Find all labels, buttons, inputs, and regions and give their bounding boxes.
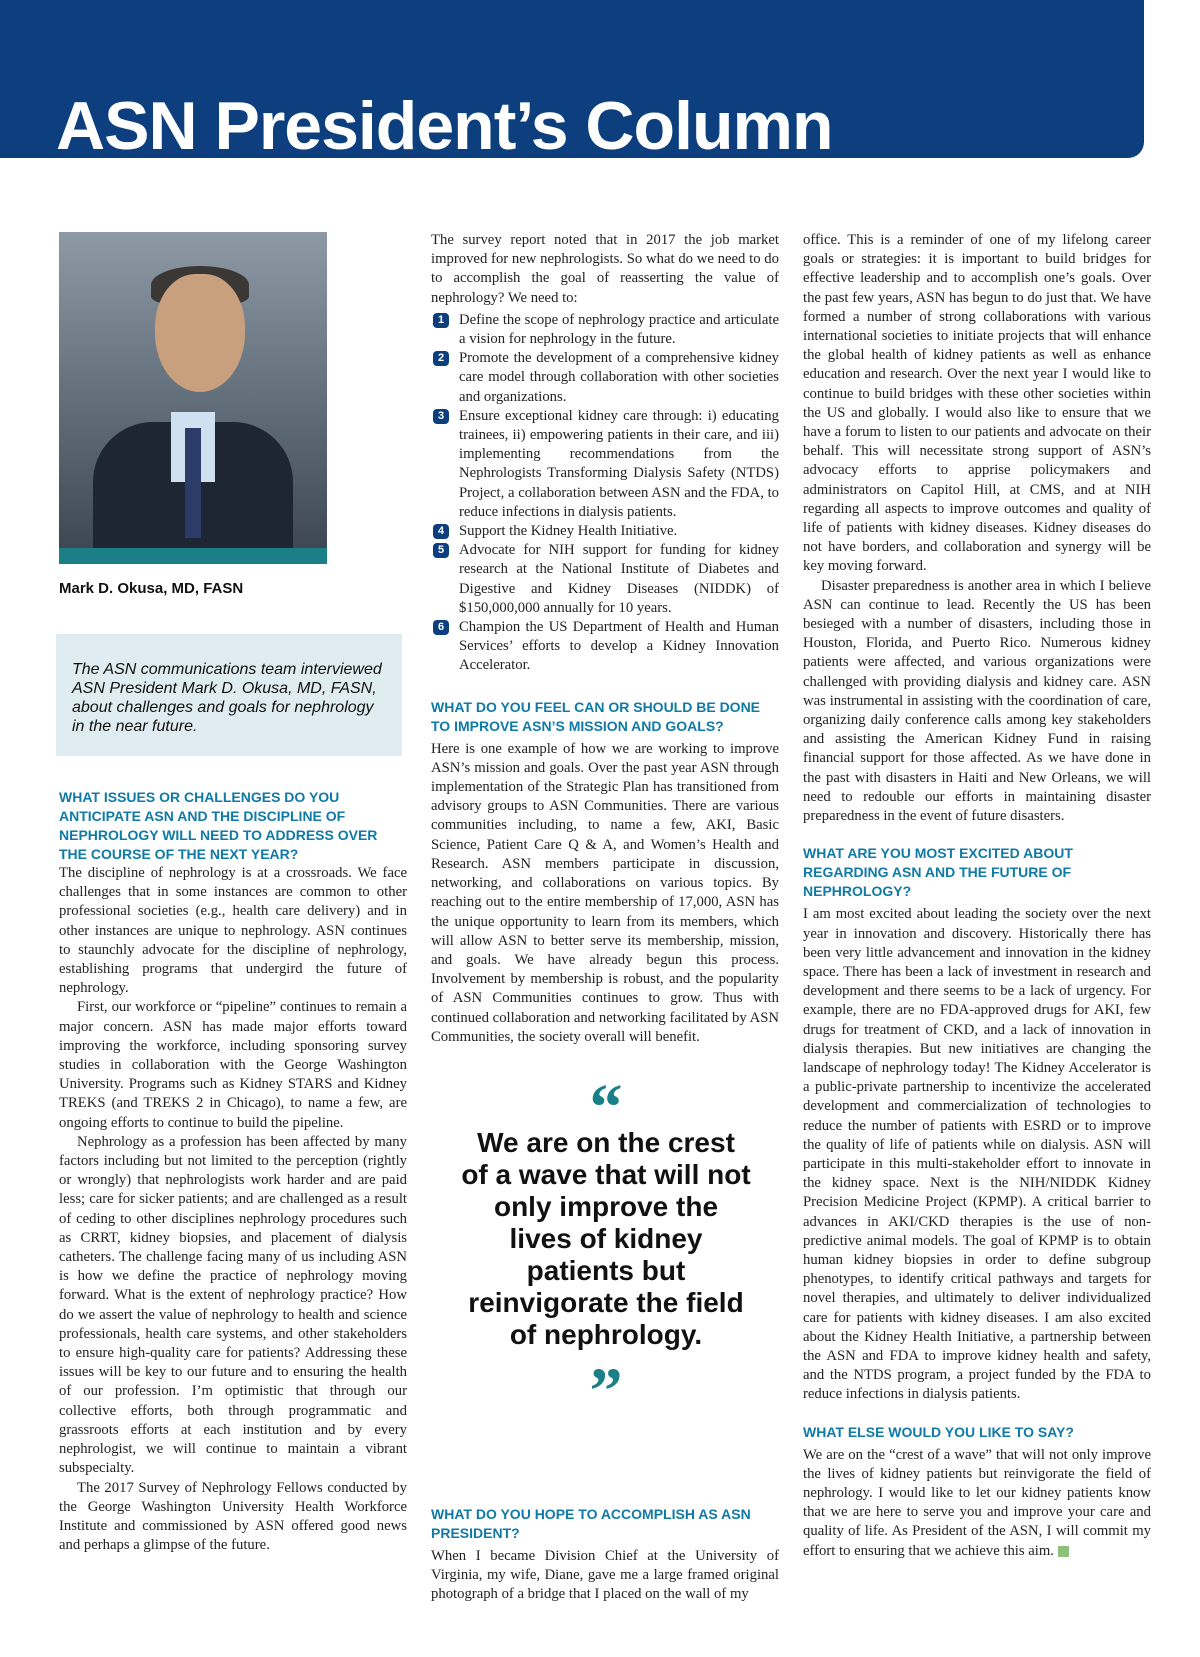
column-2-bottom (431, 1505, 779, 1605)
number-badge: 4 (433, 524, 449, 539)
list-item: 6 Champion the US Department of Health and Human Services’ efforts to develop a Kidney Innovation Accelerator. (431, 618, 779, 676)
number-badge: 3 (433, 409, 449, 424)
number-badge: 5 (433, 543, 449, 558)
needs-list (431, 311, 779, 676)
list-item: 1 Define the scope of nephrology practice and articulate a vision for nephrology in the future. (431, 311, 779, 349)
paragraph: First, our workforce or “pipeline” continues to remain a major concern. ASN has made major efforts toward improving the workforce, including sponsoring survey studies in collaboration with the George Washington University. Programs such as Kidney STARS and Kidney TREKS (and TREKS 2 in Chicago), to name a few, are ongoing efforts to continue to build the pipeline. (59, 999, 407, 1131)
page-title: ASN President’s Column (56, 88, 833, 158)
paragraph: office. This is a reminder of one of my lifelong career goals or strategies: it is important to build bridges for effective leadership and to accomplish one’s goals. Over the past few years, ASN has begun to do just that. We have formed a number of strong collaborations with various international societies to initiate projects that will enhance the global health of kidney patients as well as enhance education and research. Over the next year I would like to continue to build bridges with these other societies within the US and globally. I would also like to ensure that we have a forum to listen to our patients and advocate on their behalf. This will necessitate strong support of ASN’s advocacy efforts to apprise policymakers and administrators on Capitol Hill, at CMS, and at NIH regarding all aspects to improve outcomes and quality of life of patients with kidney diseases. Kidney diseases do not have borders, and collaboration and synergy will be key moving forward. (803, 232, 1151, 575)
close-quote-mark: ” (589, 1355, 623, 1428)
number-badge: 6 (433, 620, 449, 635)
question-heading: WHAT DO YOU HOPE TO ACCOMPLISH AS ASN PRESIDENT? (431, 1506, 751, 1541)
question-heading: WHAT ELSE WOULD YOU LIKE TO SAY? (803, 1423, 1074, 1440)
list-item: 4 Support the Kidney Health Initiative. (431, 522, 779, 541)
pull-quote-text: We are on the crest of a wave that will not only improve the lives of kidney patients but reinvigorate the field of nephrology. (461, 1127, 751, 1350)
list-item: 5 Advocate for NIH support for funding for kidney research at the National Institute of Diabetes and Digestive and Kidney Diseases (NIDDK) of $150,000,000 annually for 10 years. (431, 541, 779, 618)
paragraph: We are on the “crest of a wave” that will not only improve the lives of kidney patients but reinvigorate the field of nephrology. I would like to let our kidney patients know that we are here to serve you and improve your care and quality of life. As President of the ASN, I will commit my effort to ensuring that we achieve this aim. (803, 1446, 1151, 1559)
question-heading: WHAT ARE YOU MOST EXCITED ABOUT REGARDING ASN AND THE FUTURE OF NEPHROLOGY? (803, 845, 1073, 900)
paragraph: When I became Division Chief at the University of Virginia, my wife, Diane, gave me a large framed original photograph of a bridge that I placed on the wall of my (431, 1548, 779, 1603)
column-3 (803, 231, 1151, 1561)
number-badge: 1 (433, 313, 449, 328)
question-heading: WHAT DO YOU FEEL CAN OR SHOULD BE DONE TO IMPROVE ASN’S MISSION AND GOALS? (431, 698, 761, 734)
intro-text: The ASN communications team interviewed ASN President Mark D. Okusa, MD, FASN, about challenges and goals for nephrology in the near future. (72, 661, 382, 735)
paragraph: The discipline of nephrology is at a crossroads. We face challenges that in some instances are common to other professional societies (e.g., health care delivery) and in other instances are unique to nephrology. ASN continues to staunchly advocate for the discipline of nephrology, establishing programs that undergird the future of nephrology. (59, 865, 407, 997)
paragraph: The survey report noted that in 2017 the job market improved for new nephrologists. So what do we need to do to accomplish the goal of reasserting the value of nephrology? We need to: (431, 232, 779, 306)
open-quote-mark: “ (589, 1071, 623, 1144)
paragraph: Disaster preparedness is another area in which I believe ASN can continue to lead. Recently the US has been besieged with a number of disasters, including those in Houston, Florida, and Puerto Rico. Numerous kidney patients were affected, and various organizations were challenged with providing dialysis and kidney care. ASN was instrumental in assisting with the coordination of care, organizing daily conference calls among key stakeholders and assisting the American Kidney Fund in raising financial support for those affected. As we have done in the past with disasters in Haiti and New Orleans, we will need to redouble our efforts in maintaining disaster preparedness in the event of future disasters. (803, 577, 1151, 825)
column-2 (431, 231, 779, 1047)
number-badge: 2 (433, 351, 449, 366)
paragraph: The 2017 Survey of Nephrology Fellows conducted by the George Washington University Health Workforce Institute and commissioned by ASN offered good news and perhaps a glimpse of the future. (59, 1479, 407, 1554)
paragraph: I am most excited about leading the society over the next year in innovation and discovery. Historically there has been very little advancement and innovation in the kidney space. There has been a lack of investment in research and development and there seems to be a lack of urgency. For example, there are no FDA-approved drugs for AKI, few drugs for treatment of CKD, and a lack of innovation in dialysis therapies. But new initiatives are changing the landscape of nephrology today! The Kidney Accelerator is a public-private partnership to incentivize the accelerated development and commercialization of technologies to reduce the number of patients with ESRD or to improve the quality of life of patients while on dialysis. ASN will participate in this multi-stakeholder effort to innovate in the kidney space. Next is the NIH/NIDDK Kidney Precision Medicine Project (KPMP). A critical barrier to advances in AKI/CKD therapies is the use of non-predictive animal models. The goal of KPMP is to obtain human kidney biopsies in order to define subgroup phenotypes, to identify critical pathways and targets for novel therapies, and ultimately to deliver individualized care for patients with kidney diseases. I am also excited about the Kidney Health Initiative, a partnership between the ASN and FDA to improve kidney health and safety, and the NTDS program, a project funded by the FDA to reduce infections in dialysis patients. (803, 906, 1151, 1403)
question-heading: WHAT ISSUES OR CHALLENGES DO YOU ANTICIPATE ASN AND THE DISCIPLINE OF NEPHROLOGY WILL NEED TO ADDRESS OVER THE COURSE OF THE NEXT YEAR? (59, 789, 378, 862)
list-item: 2 Promote the development of a comprehensive kidney care model through collaboration with other societies and organizations. (431, 349, 779, 407)
pull-quote (461, 1071, 751, 1428)
photo-caption: Mark D. Okusa, MD, FASN (59, 580, 244, 597)
list-item: 3 Ensure exceptional kidney care through: i) educating trainees, ii) empowering patients in their care, and iii) implementing recommendations from the Nephrologists Transforming Dialysis Safety (NTDS) Project, a collaboration between ASN and the FDA, to reduce infections in dialysis patients. (431, 407, 779, 522)
paragraph: Here is one example of how we are working to improve ASN’s mission and goals. Over the past year ASN through implementation of the Strategic Plan has transitioned from advisory groups to ASN Communities. There are various communities including, to name a few, AKI, Basic Science, Patient Care Q & A, and Women’s Health and Research. ASN members participate in discussion, networking, and collaborations on various topics. By reaching out to the entire membership of 17,000, ASN has the unique opportunity to learn from its members, which will allow ASN to better serve its membership, mission, and goals. We have already begun this process. Involvement by membership is robust, and the popularity of ASN Communities continues to grow. Thus with continued collaboration and networking facilitated by ASN Communities, the society overall will benefit. (431, 740, 779, 1045)
paragraph: Nephrology as a profession has been affected by many factors including but not limited to the perception (rightly or wrongly) that nephrologists work harder and are paid less; care for sicker patients; and are challenged as a result of ceding to other disciplines nephrology procedures such as CRRT, kidney biopsies, and placement of dialysis catheters. The challenge facing many of us including ASN is how we define the practice of nephrology moving forward. What is the extent of nephrology practice? How do we assert the value of nephrology to health and science professionals, health care systems, and other stakeholders to ensure high-quality care for patients? Addressing these issues will be key to our future and to ensuring the health of our profession. I’m optimistic that through our collective efforts, both through programmatic and grassroots efforts at each institution and by every nephrologist, we will continue to maintain a vibrant subspecialty. (59, 1133, 407, 1477)
end-mark-icon (1058, 1546, 1069, 1557)
portrait-photo (59, 232, 327, 564)
intro-box (56, 634, 402, 756)
column-1 (59, 788, 407, 1555)
header-banner (0, 0, 1144, 158)
